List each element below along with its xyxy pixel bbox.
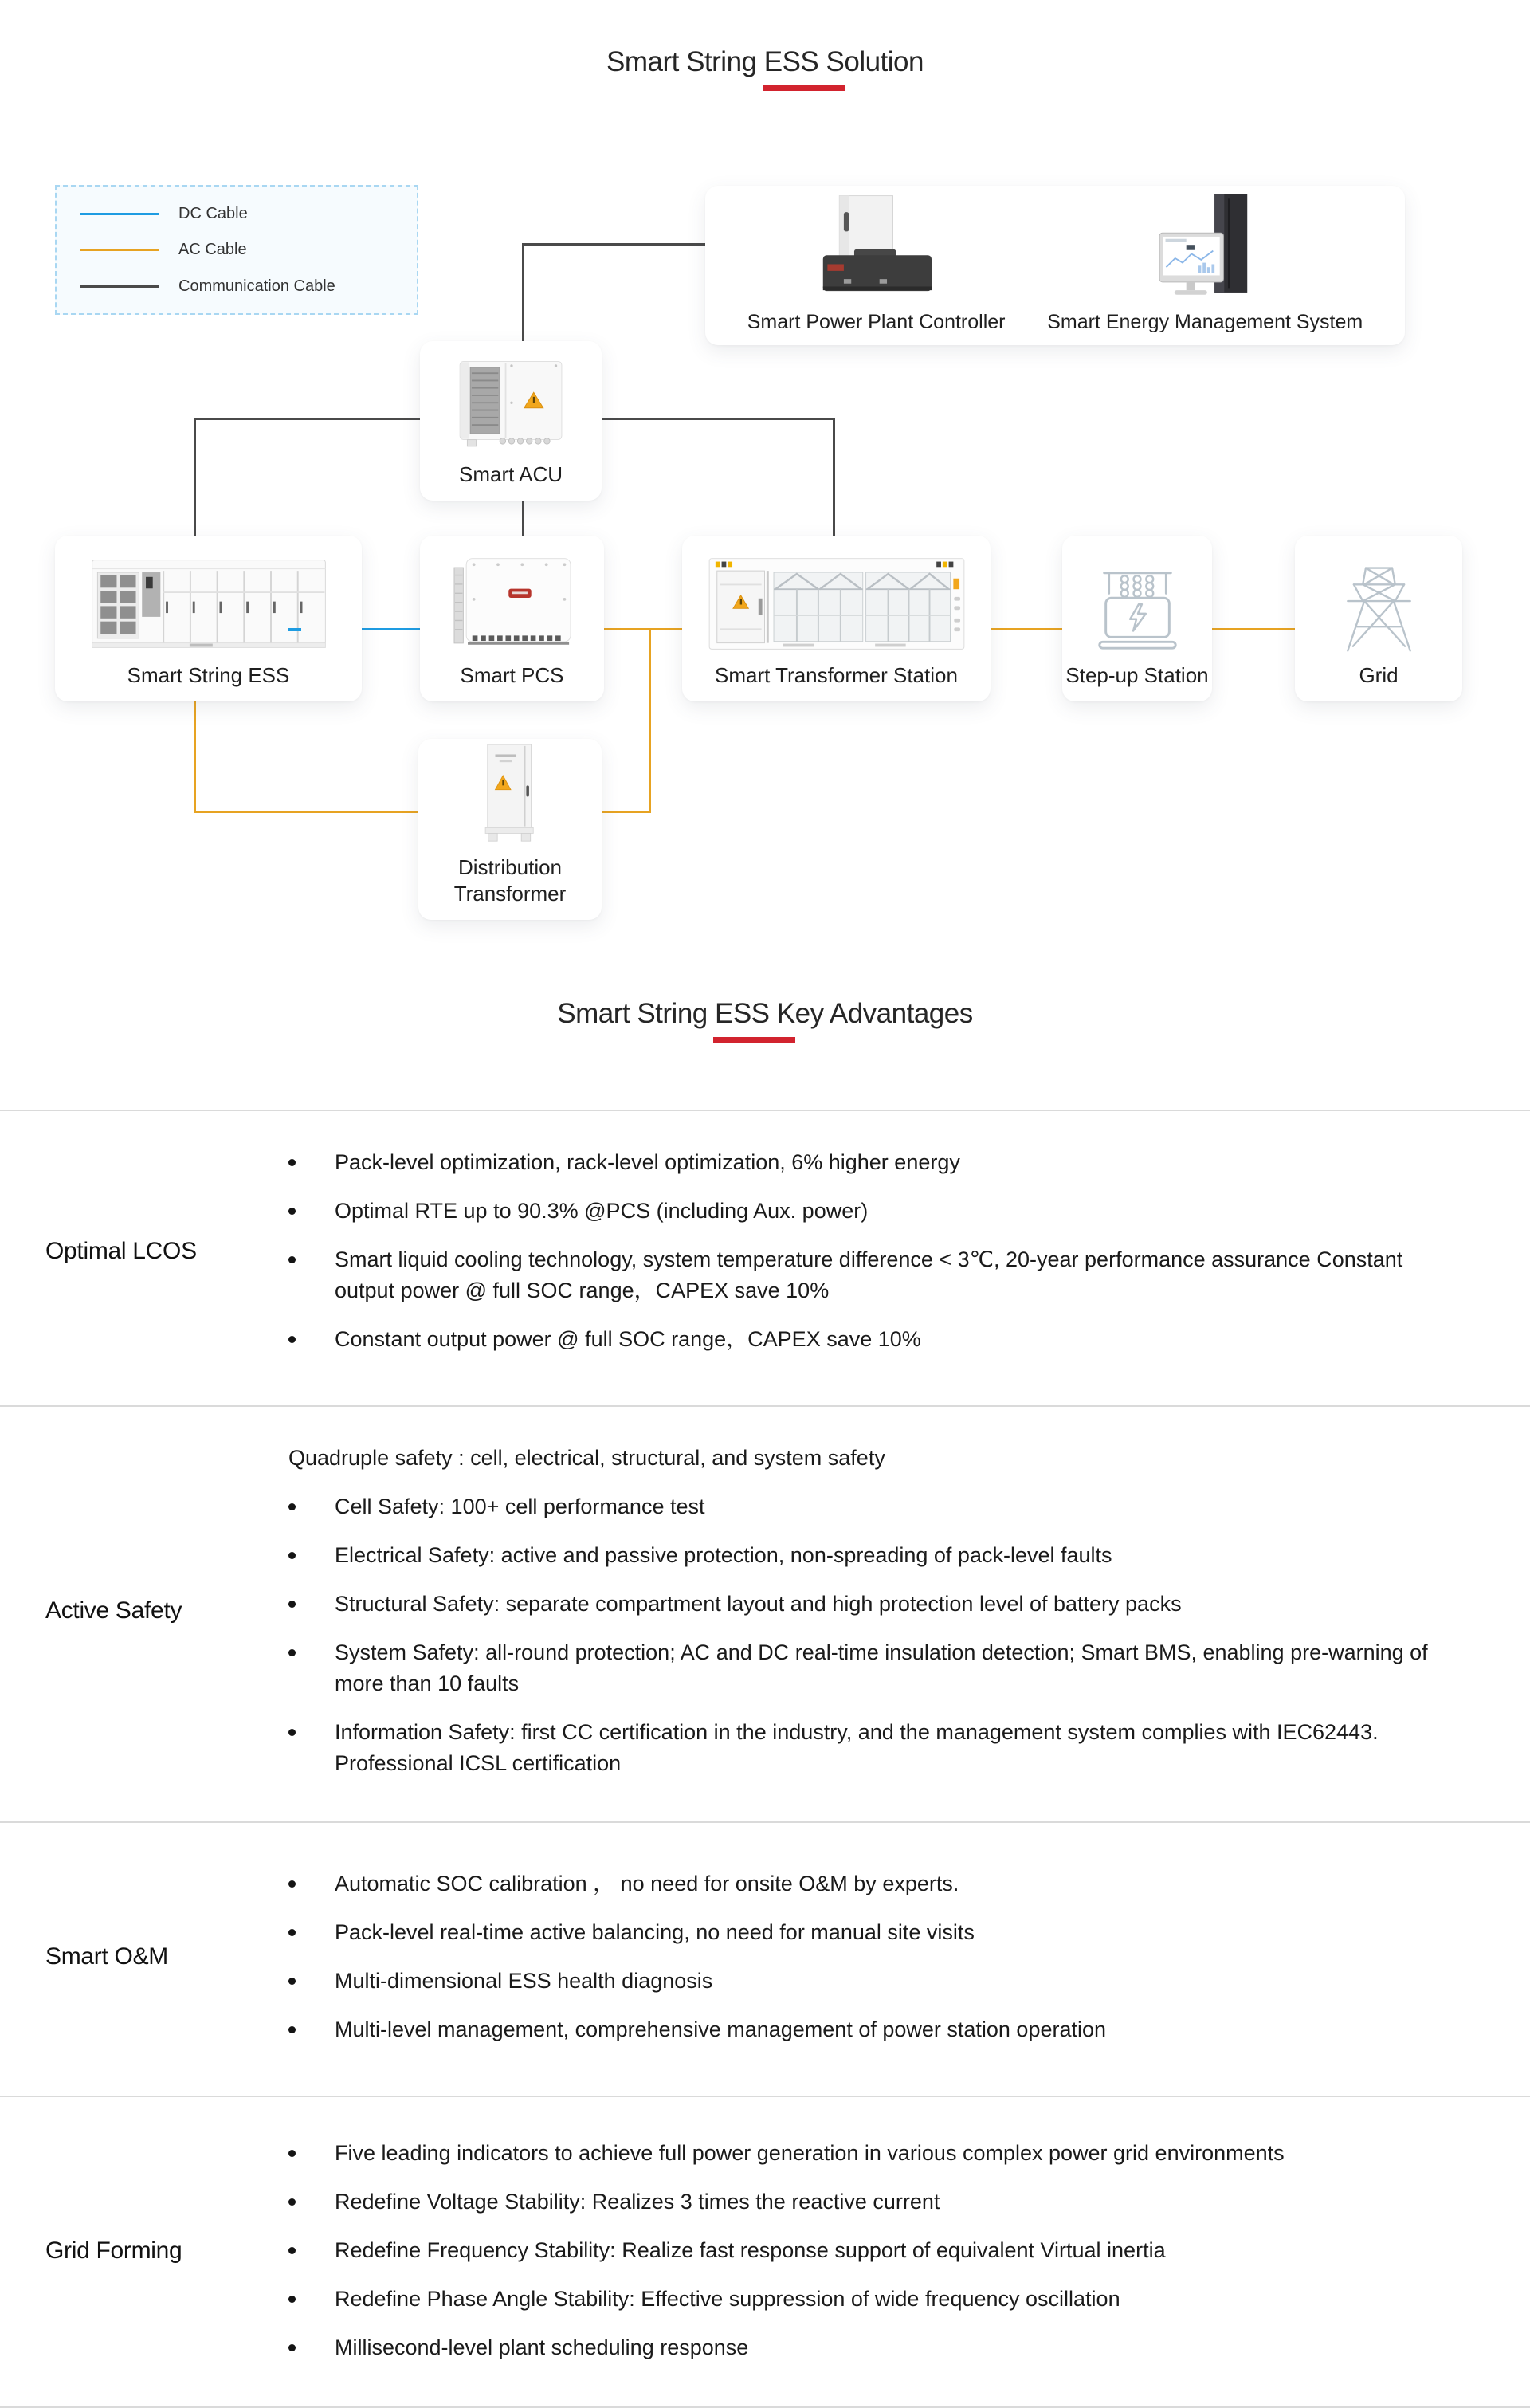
bullet-item: Multi-dimensional ESS health diagnosis — [267, 1957, 1430, 2005]
solution-title-highlight: ESS — [763, 46, 819, 77]
solution-title-pre: Smart String — [606, 46, 764, 77]
node-label-acu: Smart ACU — [458, 462, 563, 486]
legend-row-comm — [80, 277, 417, 296]
card-grid — [1295, 536, 1462, 701]
bullet-item: Multi-level management, comprehensive management of power station operation — [267, 2005, 1430, 2054]
ac-cable-ess-dist — [194, 811, 420, 813]
dc-cable-swatch — [80, 213, 159, 215]
ac-cable-aux-drop — [649, 628, 651, 813]
ac-cable-sts-stepup — [989, 628, 1064, 630]
section-smart-om — [0, 1821, 1530, 2096]
card-smart-acu — [420, 341, 602, 501]
dist-label-line1: Distribution — [457, 855, 563, 879]
section-label-smart-om: Smart O&M — [45, 1943, 168, 1970]
smart-transformer-station-image — [701, 552, 972, 656]
node-energy-management-system — [1047, 191, 1363, 336]
distribution-transformer-image — [465, 739, 556, 848]
bullet-item: Constant output power @ full SOC range，CAPEX save 10% — [267, 1315, 1430, 1364]
comm-cable-acu-pcs — [522, 499, 524, 537]
ac-cable-swatch — [80, 249, 159, 251]
communication-cable-swatch — [80, 285, 159, 288]
section-grid-forming — [0, 2096, 1530, 2408]
advantages-title-pre: Smart String — [557, 998, 715, 1029]
advantages-table — [0, 1110, 1530, 2408]
step-up-station-icon — [1088, 562, 1187, 656]
legend-label-dc: DC Cable — [178, 204, 248, 222]
bullet-item: Five leading indicators to achieve full power generation in various complex power grid environments — [267, 2129, 1430, 2178]
ac-cable-stepup-grid — [1210, 628, 1297, 630]
bullet-item: Smart liquid cooling technology, system temperature difference < 3℃, 20-year performance assurance Constant output power @ full SOC range，CAPEX save 10% — [267, 1235, 1430, 1315]
section-label-grid-forming: Grid Forming — [45, 2237, 182, 2264]
bullet-item: Cell Safety: 100+ cell performance test — [267, 1483, 1430, 1531]
section-bullets-optimal-lcos — [267, 1138, 1430, 1364]
card-smart-string-ess — [55, 536, 362, 701]
comm-cable-sts-drop — [833, 418, 835, 541]
bullet-item: Electrical Safety: active and passive protection, non-spreading of pack-level faults — [267, 1531, 1430, 1580]
node-label-grid: Grid — [1359, 663, 1399, 687]
dc-stub-mark — [288, 628, 301, 631]
advantages-title — [0, 998, 1530, 1030]
smart-acu-image — [449, 356, 573, 455]
bullet-item: System Safety: all-round protection; AC and DC real-time insulation detection; Smart BMS, enabling pre-warning of more than 10 faults — [267, 1628, 1430, 1708]
section-bullets-grid-forming — [267, 2129, 1430, 2372]
section-bullets-smart-om — [267, 1860, 1430, 2054]
card-step-up-station — [1062, 536, 1212, 701]
section-active-safety — [0, 1405, 1530, 1821]
node-label-distribution-transformer — [454, 854, 567, 907]
bullet-item: Millisecond-level plant scheduling response — [267, 2324, 1430, 2372]
comm-cable-acu-up — [522, 243, 524, 343]
bullet-item: Structural Safety: separate compartment layout and high protection level of battery packs — [267, 1580, 1430, 1628]
node-label-ess: Smart String ESS — [127, 663, 290, 687]
grid-tower-icon — [1333, 562, 1425, 656]
dc-cable-ess-pcs — [360, 628, 422, 630]
advantages-title-highlight: ESS — [714, 998, 770, 1029]
bullet-item: Optimal RTE up to 90.3% @PCS (including Aux. power) — [267, 1187, 1430, 1235]
ac-cable-aux-in — [600, 811, 651, 813]
bullet-item: Redefine Phase Angle Stability: Effective suppression of wide frequency oscillation — [267, 2275, 1430, 2324]
comm-cable-top — [522, 243, 707, 246]
dist-label-line2: Transformer — [453, 882, 567, 905]
card-controller-ems — [705, 186, 1405, 345]
ac-cable-ess-drop — [194, 701, 196, 813]
advantages-title-post: Key Advantages — [769, 998, 973, 1029]
power-plant-controller-image — [806, 191, 946, 303]
ems-image — [1136, 191, 1275, 303]
legend-row-dc — [80, 205, 417, 223]
legend-label-ac: AC Cable — [178, 241, 247, 258]
bullet-item: Information Safety: first CC certification in the industry, and the management system complies with IEC62443. Professional ICSL certification — [267, 1708, 1430, 1788]
solution-title — [0, 46, 1530, 78]
section-label-active-safety: Active Safety — [45, 1597, 182, 1624]
cable-legend — [55, 185, 418, 315]
legend-label-comm: Communication Cable — [178, 277, 335, 295]
node-label-pcs: Smart PCS — [460, 663, 564, 687]
node-label-step-up: Step-up Station — [1065, 663, 1209, 687]
card-smart-pcs — [420, 536, 604, 701]
node-label-ems: Smart Energy Management System — [1047, 311, 1363, 333]
section-optimal-lcos — [0, 1110, 1530, 1405]
active-safety-intro: Quadruple safety : cell, electrical, structural, and system safety — [288, 1446, 885, 1470]
section-label-optimal-lcos: Optimal LCOS — [45, 1237, 197, 1264]
bullet-item: Pack-level optimization, rack-level optimization, 6% higher energy — [267, 1138, 1430, 1187]
smart-pcs-image — [445, 554, 580, 656]
node-label-transformer-station: Smart Transformer Station — [715, 663, 958, 687]
card-smart-transformer-station — [682, 536, 991, 701]
bullet-item: Redefine Voltage Stability: Realizes 3 times the reactive current — [267, 2178, 1430, 2226]
ac-cable-pcs-sts — [602, 628, 684, 630]
section-bullets-active-safety — [267, 1434, 1430, 1788]
comm-cable-trunk-right — [600, 418, 835, 420]
bullet-item: Pack-level real-time active balancing, no need for manual site visits — [267, 1908, 1430, 1957]
comm-cable-ess-drop — [194, 418, 196, 537]
node-power-plant-controller — [747, 191, 1006, 336]
solution-title-post: Solution — [818, 46, 924, 77]
legend-row-ac — [80, 241, 417, 259]
smart-string-ess-image — [85, 552, 332, 656]
card-distribution-transformer — [418, 739, 602, 920]
solution-diagram — [0, 0, 1530, 1110]
bullet-item: Automatic SOC calibration ， no need for onsite O&M by experts. — [267, 1860, 1430, 1908]
bullet-item: Redefine Frequency Stability: Realize fast response support of equivalent Virtual inertia — [267, 2226, 1430, 2275]
node-label-controller: Smart Power Plant Controller — [747, 311, 1006, 333]
comm-cable-trunk-left — [194, 418, 422, 420]
